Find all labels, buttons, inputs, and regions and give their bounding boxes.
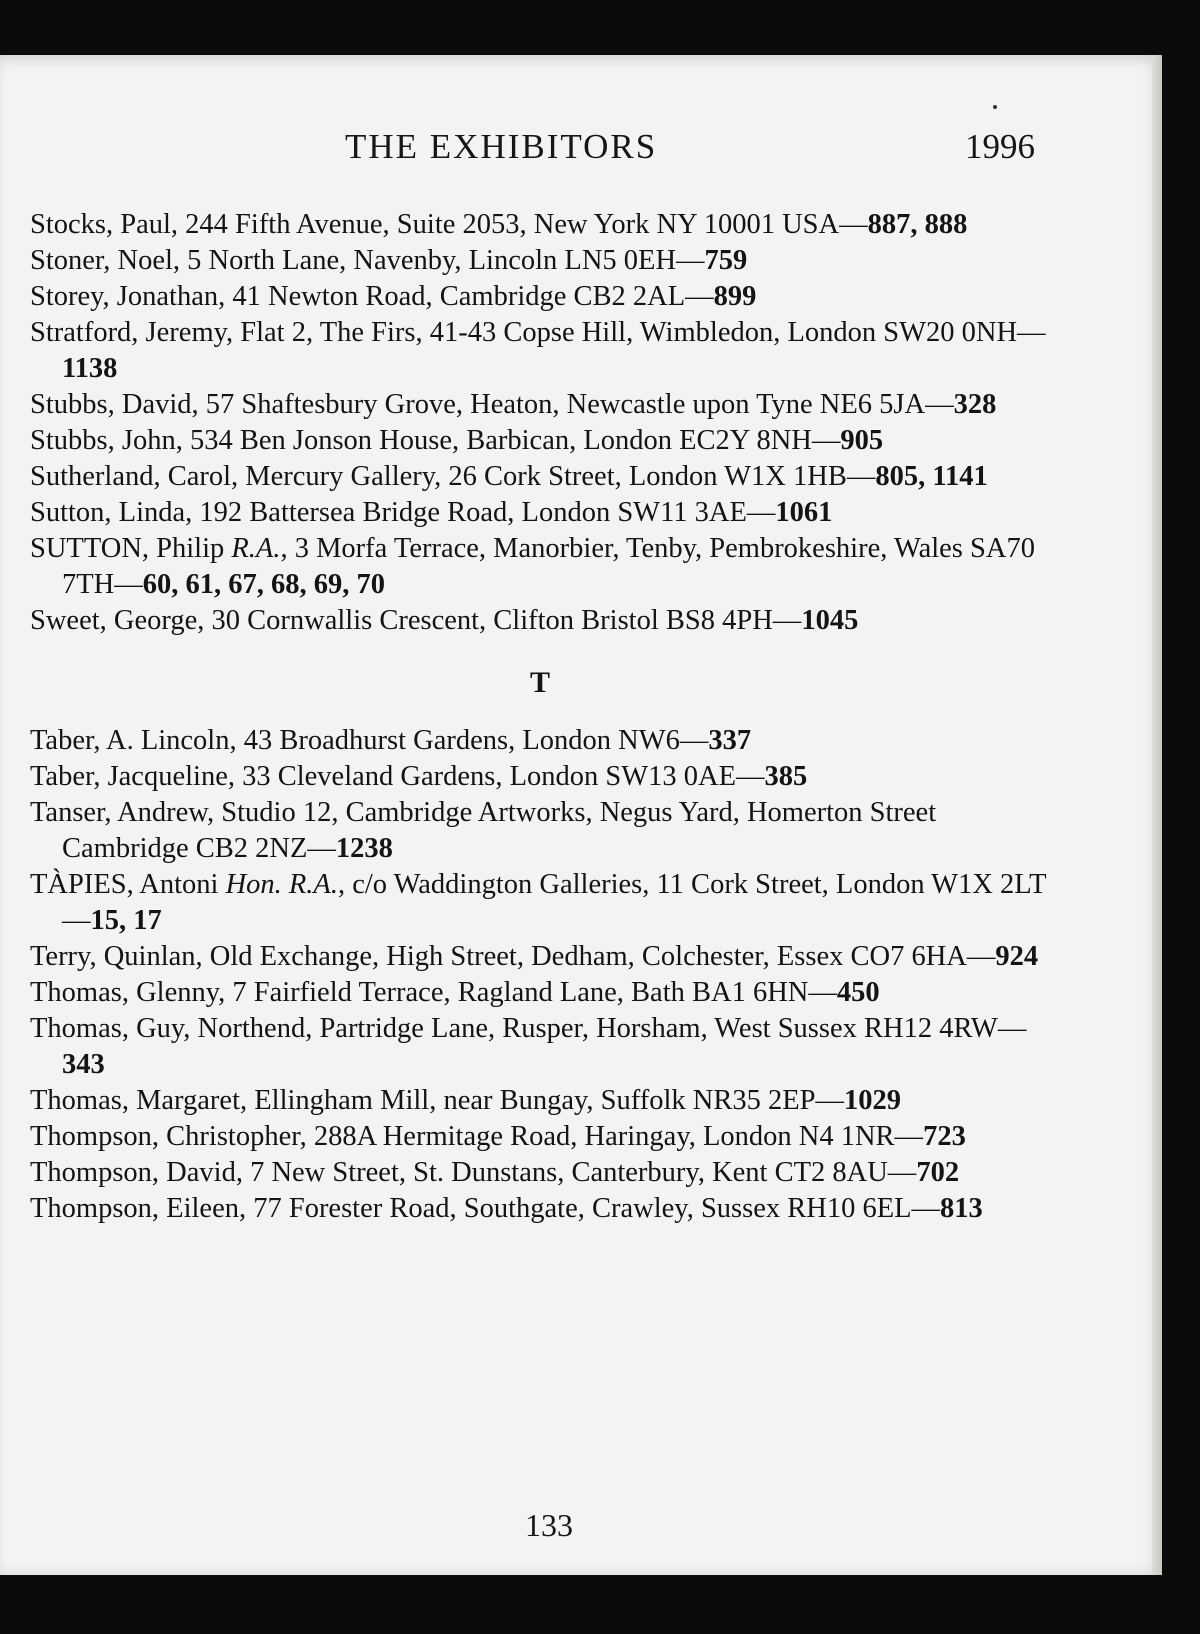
list-item: Thomas, Glenny, 7 Fairfield Terrace, Ragland Lane, Bath BA1 6HN—450 [30,977,880,1008]
list-item: TÀPIES, Antoni Hon. R.A., c/o Waddington Galleries, 11 Cork Street, London W1X 2LT—15, 17 [30,869,1047,936]
list-item: Sutton, Linda, 192 Battersea Bridge Road, London SW11 3AE—1061 [30,497,833,528]
list-item: Thompson, Eileen, 77 Forester Road, Southgate, Crawley, Sussex RH10 6EL—813 [30,1193,983,1224]
exhibitor-list [30,207,1050,1227]
page-number: 133 [525,1507,573,1543]
list-item: Thompson, David, 7 New Street, St. Dunstans, Canterbury, Kent CT2 8AU—702 [30,1157,960,1188]
list-item: Storey, Jonathan, 41 Newton Road, Cambridge CB2 2AL—899 [30,281,757,312]
list-item: Thomas, Guy, Northend, Partridge Lane, Rusper, Horsham, West Sussex RH12 4RW—343 [30,1013,1027,1080]
running-header-year: 1996 [965,127,1035,166]
running-header-title: THE EXHIBITORS [345,127,658,166]
list-item: Thompson, Christopher, 288A Hermitage Road, Haringay, London N4 1NR—723 [30,1121,966,1152]
page-edge [1152,55,1162,1575]
ink-speck [993,105,997,109]
list-item: Tanser, Andrew, Studio 12, Cambridge Artworks, Negus Yard, Homerton Street Cambridge CB2 2NZ—1238 [30,797,937,864]
list-item: Stubbs, David, 57 Shaftesbury Grove, Heaton, Newcastle upon Tyne NE6 5JA—328 [30,389,997,420]
list-item: Stubbs, John, 534 Ben Jonson House, Barbican, London EC2Y 8NH—905 [30,425,884,456]
list-item: Sweet, George, 30 Cornwallis Crescent, Clifton Bristol BS8 4PH—1045 [30,605,859,636]
list-item: Stocks, Paul, 244 Fifth Avenue, Suite 2053, New York NY 10001 USA—887, 888 [30,209,968,240]
list-item: Terry, Quinlan, Old Exchange, High Street, Dedham, Colchester, Essex CO7 6HA—924 [30,941,1039,972]
list-item: Thomas, Margaret, Ellingham Mill, near Bungay, Suffolk NR35 2EP—1029 [30,1085,902,1116]
section-letter: T [529,666,550,699]
book-page [0,55,1162,1575]
list-item: Stoner, Noel, 5 North Lane, Navenby, Lincoln LN5 0EH—759 [30,245,748,276]
list-item: Taber, Jacqueline, 33 Cleveland Gardens, London SW13 0AE—385 [30,761,808,792]
list-item: SUTTON, Philip R.A., 3 Morfa Terrace, Manorbier, Tenby, Pembrokeshire, Wales SA70 7TH—60, 61, 67, 68, 69, 70 [30,533,1035,600]
list-item: Stratford, Jeremy, Flat 2, The Firs, 41-43 Copse Hill, Wimbledon, London SW20 0NH—1138 [30,317,1046,384]
list-item: Sutherland, Carol, Mercury Gallery, 26 Cork Street, London W1X 1HB—805, 1141 [30,461,988,492]
list-item: Taber, A. Lincoln, 43 Broadhurst Gardens, London NW6—337 [30,725,752,756]
